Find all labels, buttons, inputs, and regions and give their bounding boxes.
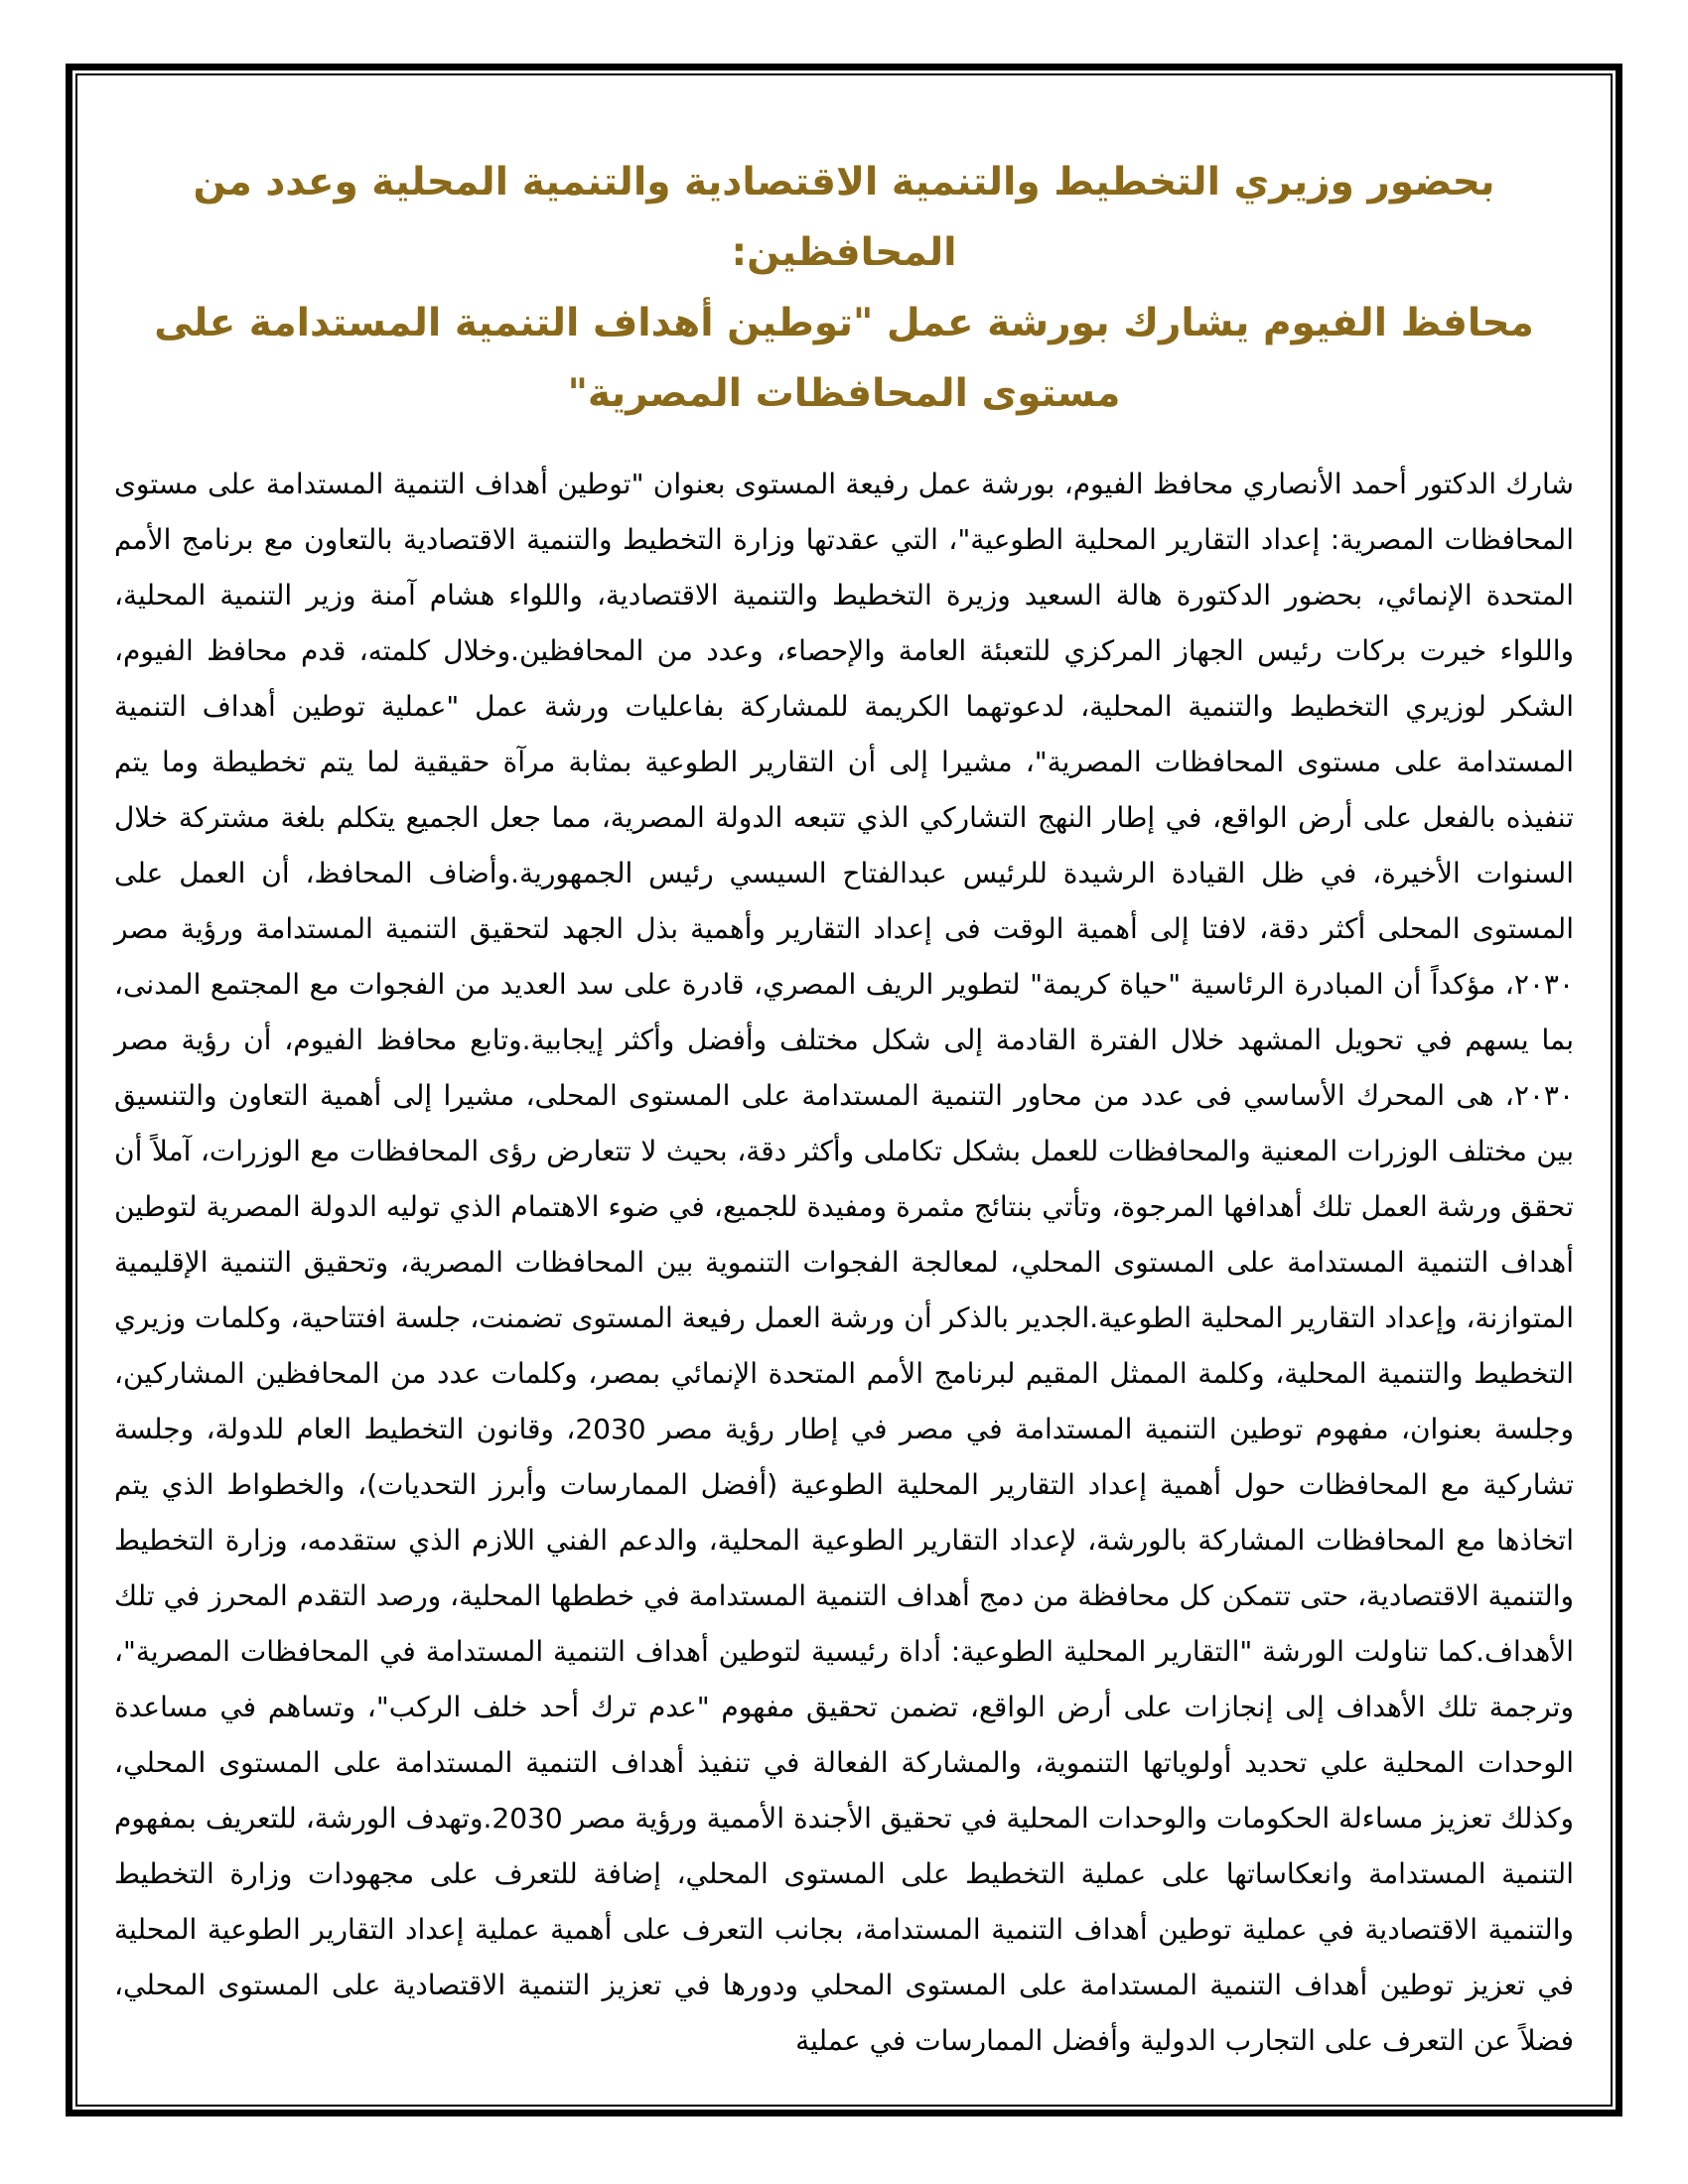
title-subheadline: محافظ الفيوم يشارك بورشة عمل "توطين أهداف التنمية المستدامة على مستوى المحافظات المصرية" bbox=[154, 301, 1534, 416]
document-content bbox=[114, 147, 1574, 2069]
title-headline: بحضور وزيري التخطيط والتنمية الاقتصادية والتنمية المحلية وعدد من المحافظين: bbox=[193, 160, 1495, 275]
document-title bbox=[114, 147, 1574, 429]
article-body-text: شارك الدكتور أحمد الأنصاري محافظ الفيوم، بورشة عمل رفيعة المستوى بعنوان "توطين أهداف التنمية المستدامة على مستوى المحافظات المصرية: إعداد التقارير المحلية الطوعية"، التي عقدتها وزارة التخطيط والتنمية الاقتصادية بالتعاون مع برنامج الأمم المتحدة الإنمائي، بحضور الدكتورة هالة السعيد وزيرة التخطيط والتنمية الاقتصادية، واللواء هشام آمنة وزير التنمية المحلية، واللواء خيرت بركات رئيس الجهاز المركزي للتعبئة العامة والإحصاء، وعدد من المحافظين.وخلال كلمته، قدم محافظ الفيوم، الشكر لوزيري التخطيط والتنمية المحلية، لدعوتهما الكريمة للمشاركة بفاعليات ورشة عمل "عملية توطين أهداف التنمية المستدامة على مستوى المحافظات المصرية"، مشيرا إلى أن التقارير الطوعية بمثابة مرآة حقيقية لما يتم تخطيطة وما يتم تنفيذه بالفعل على أرض الواقع، في إطار النهج التشاركي الذي تتبعه الدولة المصرية، مما جعل الجميع يتكلم بلغة مشتركة خلال السنوات الأخيرة، في ظل القيادة الرشيدة للرئيس عبدالفتاح السيسي رئيس الجمهورية.وأضاف المحافظ، أن العمل على المستوى المحلى أكثر دقة، لافتا إلى أهمية الوقت فى إعداد التقارير وأهمية بذل الجهد لتحقيق التنمية المستدامة ورؤية مصر ٢٠٣٠، مؤكداً أن المبادرة الرئاسية "حياة كريمة" لتطوير الريف المصري، قادرة على سد العديد من الفجوات مع المجتمع المدنى، بما يسهم في تحويل المشهد خلال الفترة القادمة إلى شكل مختلف وأفضل وأكثر إيجابية.وتابع محافظ الفيوم، أن رؤية مصر ٢٠٣٠، هى المحرك الأساسي فى عدد من محاور التنمية المستدامة على المستوى المحلى، مشيرا إلى أهمية التعاون والتنسيق بين مختلف الوزرات المعنية والمحافظات للعمل بشكل تكاملى وأكثر دقة، بحيث لا تتعارض رؤى المحافظات مع الوزرات، آملاً أن تحقق ورشة العمل تلك أهدافها المرجوة، وتأتي بنتائج مثمرة ومفيدة للجميع، في ضوء الاهتمام الذي توليه الدولة المصرية لتوطين أهداف التنمية المستدامة على المستوى المحلي، لمعالجة الفجوات التنموية بين المحافظات المصرية، وتحقيق التنمية الإقليمية المتوازنة، وإعداد التقارير المحلية الطوعية.الجدير بالذكر أن ورشة العمل رفيعة المستوى تضمنت، جلسة افتتاحية، وكلمات وزيري التخطيط والتنمية المحلية، وكلمة الممثل المقيم لبرنامج الأمم المتحدة الإنمائي بمصر، وكلمات عدد من المحافظين المشاركين، وجلسة بعنوان، مفهوم توطين التنمية المستدامة في مصر في إطار رؤية مصر 2030، وقانون التخطيط العام للدولة، وجلسة تشاركية مع المحافظات حول أهمية إعداد التقارير المحلية الطوعية (أفضل الممارسات وأبرز التحديات)، والخطواط الذي يتم اتخاذها مع المحافظات المشاركة بالورشة، لإعداد التقارير الطوعية المحلية، والدعم الفني اللازم الذي ستقدمه، وزارة التخطيط والتنمية الاقتصادية، حتى تتمكن كل محافظة من دمج أهداف التنمية المستدامة في خططها المحلية، ورصد التقدم المحرز في تلك الأهداف.كما تناولت الورشة "التقارير المحلية الطوعية: أداة رئيسية لتوطين أهداف التنمية المستدامة في المحافظات المصرية"، وترجمة تلك الأهداف إلى إنجازات على أرض الواقع، تضمن تحقيق مفهوم "عدم ترك أحد خلف الركب"، وتساهم في مساعدة الوحدات المحلية علي تحديد أولوياتها التنموية، والمشاركة الفعالة في تنفيذ أهداف التنمية المستدامة على المستوى المحلي، وكذلك تعزيز مساءلة الحكومات والوحدات المحلية في تحقيق الأجندة الأممية ورؤية مصر 2030.وتهدف الورشة، للتعريف بمفهوم التنمية المستدامة وانعكاساتها على عملية التخطيط على المستوى المحلي، إضافة للتعرف على مجهودات وزارة التخطيط والتنمية الاقتصادية في عملية توطين أهداف التنمية المستدامة، بجانب التعرف على أهمية عملية إعداد التقارير الطوعية المحلية في تعزيز توطين أهداف التنمية المستدامة على المستوى المحلي ودورها في تعزيز التنمية الاقتصادية على المستوى المحلي، فضلاً عن التعرف على التجارب الدولية وأفضل الممارسات في عملية bbox=[114, 468, 1575, 2057]
